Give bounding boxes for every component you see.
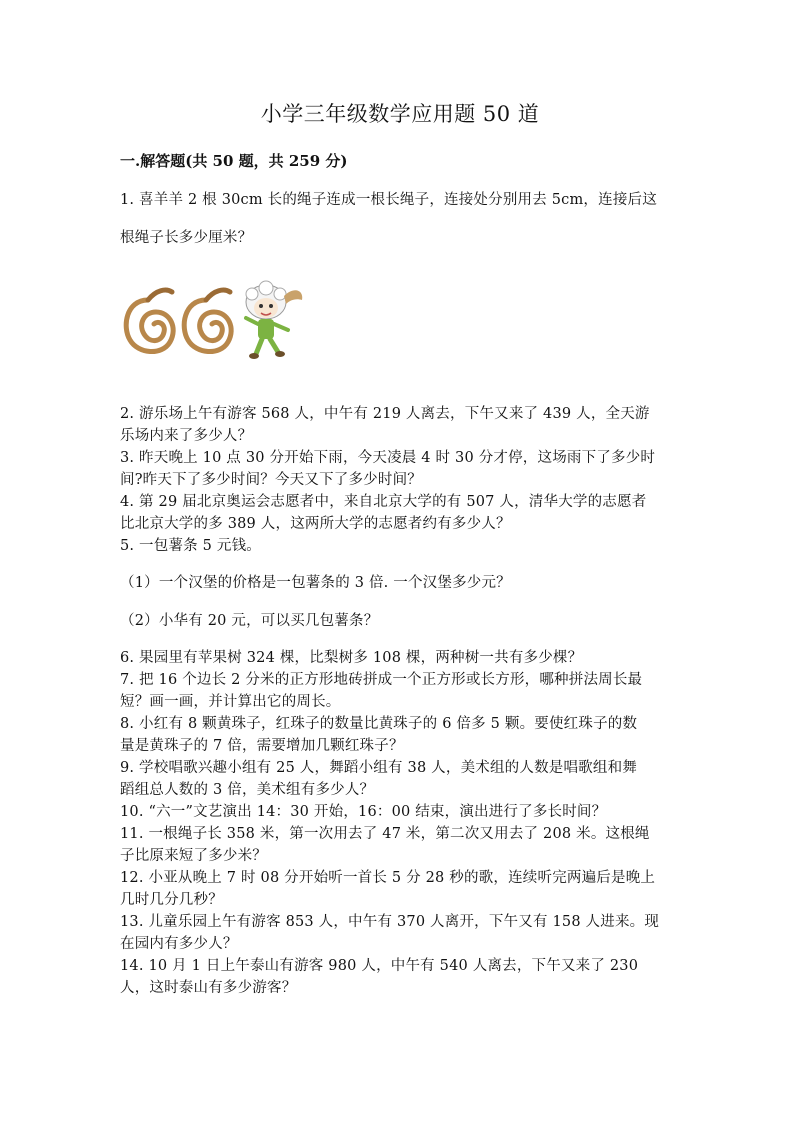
question-11-line-2: 子比原来短了多少米？ [120,848,267,864]
question-7-line-1: 7. 把 16 个边长 2 分米的正方形地砖拼成一个正方形或长方形，哪种拼法周长最 [120,672,643,688]
question-12-line-2: 几时几分几秒？ [120,892,223,908]
rope-coil-icon [126,290,173,351]
question-13-line-2: 在园内有多少人？ [120,936,238,952]
question-6-line: 6. 果园里有苹果树 324 棵，比梨树多 108 棵，两种树一共有多少棵？ [120,650,583,666]
question-14-line-2: 人，这时泰山有多少游客？ [120,980,297,996]
question-4-line-1: 4. 第 29 届北京奥运会志愿者中，来自北京大学的有 507 人，清华大学的志愿者 [120,494,647,510]
question-2-line-2: 乐场内来了多少人？ [120,428,253,444]
question-4-line-2: 比北京大学的多 389 人，这两所大学的志愿者约有多少人？ [120,516,511,532]
question-9-line-2: 蹈组总人数的 3 倍，美术组有多少人？ [120,782,375,798]
question-9-line-1: 9. 学校唱歌兴趣小组有 25 人，舞蹈小组有 38 人，美术组的人数是唱歌组和舞 [120,760,637,776]
question-12-line-1: 12. 小亚从晚上 7 时 08 分开始听一首长 5 分 28 秒的歌，连续听完两遍后是晚上 [120,870,656,886]
page-title: 小学三年级数学应用题 50 道 [260,102,540,126]
question-11-line-1: 11. 一根绳子长 358 米，第一次用去了 47 米，第二次又用去了 208 米。这根绳 [120,826,650,842]
sheep-character-icon [246,281,302,359]
question-3-line-1: 3. 昨天晚上 10 点 30 分开始下雨，今天凌晨 4 时 30 分才停，这场雨下了多少时 [120,450,656,466]
question-5-line: 5. 一包薯条 5 元钱。 [120,538,261,554]
question-5-sub-1: （1）一个汉堡的价格是一包薯条的 3 倍. 一个汉堡多少元？ [120,575,511,591]
question-3-line-2: 间?昨天下了多少时间？今天又下了多少时间？ [120,472,422,488]
question-14-line-1: 14. 10 月 1 日上午泰山有游客 980 人，中午有 540 人离去，下午又来了 230 [120,958,639,974]
section-heading: 一.解答题(共 50 题，共 259 分) [120,152,348,170]
rope-coil-icon [184,290,231,351]
question-1-illustration [118,272,308,362]
question-8-line-1: 8. 小红有 8 颗黄珠子，红珠子的数量比黄珠子的 6 倍多 5 颗。要使红珠子的数 [120,716,638,732]
question-1-line-2: 根绳子长多少厘米？ [120,230,253,246]
question-1-line-1: 1. 喜羊羊 2 根 30cm 长的绳子连成一根长绳子，连接处分别用去 5cm，连接后这 [120,192,657,208]
question-8-line-2: 量是黄珠子的 7 倍，需要增加几颗红珠子？ [120,738,404,754]
question-13-line-1: 13. 儿童乐园上午有游客 853 人，中午有 370 人离开，下午又有 158 人进来。现 [120,914,660,930]
question-5-sub-2: （2）小华有 20 元，可以买几包薯条？ [120,613,379,629]
question-7-line-2: 短？画一画，并计算出它的周长。 [120,694,341,710]
question-10-line: 10. “六一”文艺演出 14：30 开始，16：00 结束，演出进行了多长时间？ [120,804,607,820]
question-2-line-1: 2. 游乐场上午有游客 568 人，中午有 219 人离去，下午又来了 439 人，全天游 [120,406,650,422]
